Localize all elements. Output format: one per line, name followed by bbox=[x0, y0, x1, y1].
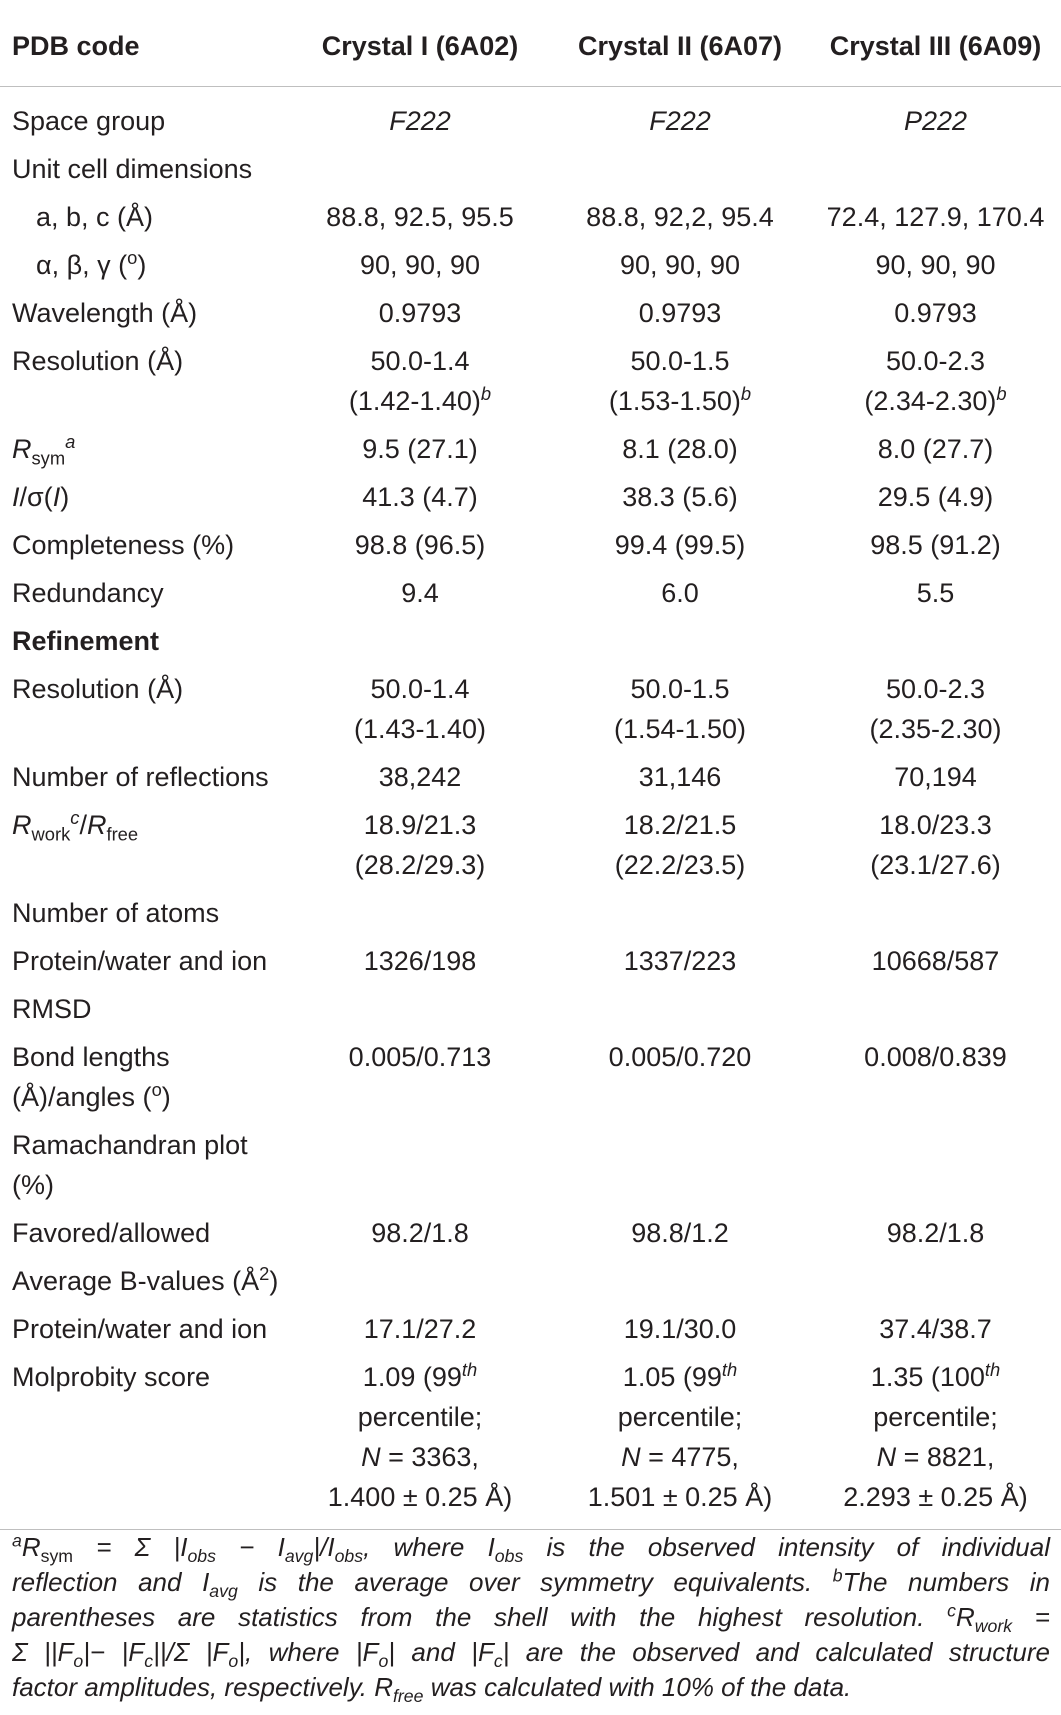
table-cell: 19.1/30.0 bbox=[623, 1314, 737, 1344]
table-cell: 98.8 (96.5) bbox=[354, 530, 486, 560]
row-label: Number of atoms bbox=[12, 898, 220, 928]
table-row bbox=[0, 522, 1061, 570]
table-cell: 38.3 (5.6) bbox=[622, 482, 738, 512]
table-cell: 1.09 (99th percentile; N = 3363, 1.400 ± 0.25 Å) bbox=[327, 1359, 513, 1512]
table-row bbox=[0, 1354, 1061, 1530]
table-cell: 90, 90, 90 bbox=[359, 250, 481, 280]
row-label: Resolution (Å) bbox=[12, 674, 184, 704]
table-cell: 8.1 (28.0) bbox=[622, 434, 738, 464]
row-label: Average B-values $(Å^2)$ bbox=[12, 1263, 279, 1296]
table-row bbox=[0, 1306, 1061, 1354]
table-row bbox=[0, 1034, 1061, 1122]
table-header-row bbox=[0, 18, 1061, 87]
column-header: Crystal III (6A09) bbox=[829, 31, 1042, 61]
table-cell: 1337/223 bbox=[623, 946, 737, 976]
table-cell: F222 bbox=[649, 106, 711, 136]
table-cell: 18.2/21.5 (22.2/23.5) bbox=[614, 810, 746, 880]
table-cell: 18.9/21.3 (28.2/29.3) bbox=[354, 810, 486, 880]
table-cell: 1.35 (100th percentile; N = 8821, 2.293 ± 0.25 Å) bbox=[843, 1359, 1028, 1512]
table-cell: 10668/587 bbox=[871, 946, 1000, 976]
section-heading-row bbox=[0, 618, 1061, 666]
table-cell: 29.5 (4.9) bbox=[877, 482, 994, 512]
table-cell: 72.4, 127.9, 170.4 bbox=[826, 202, 1045, 232]
table-row bbox=[0, 938, 1061, 986]
table-row bbox=[0, 474, 1061, 522]
row-label: Resolution (Å) bbox=[12, 346, 184, 376]
table-row bbox=[0, 1258, 1061, 1306]
table-row bbox=[0, 290, 1061, 338]
table-row bbox=[0, 426, 1061, 474]
table-row bbox=[0, 87, 1061, 147]
row-label: Bond lengths (Å)/angles ($^o$) bbox=[12, 1042, 171, 1112]
table-cell: 50.0-2.3 (2.35-2.30) bbox=[869, 674, 1002, 744]
table-cell: 88.8, 92.5, 95.5 bbox=[326, 202, 514, 232]
table-row bbox=[0, 570, 1061, 618]
table-cell: 98.8/1.2 bbox=[631, 1218, 729, 1248]
table-cell: 0.9793 bbox=[894, 298, 977, 328]
table-cell: 98.2/1.8 bbox=[371, 1218, 469, 1248]
table-cell: P222 bbox=[903, 106, 968, 136]
table-cell: 5.5 bbox=[916, 578, 955, 608]
table-row bbox=[0, 194, 1061, 242]
table-row bbox=[0, 986, 1061, 1034]
table-cell: 0.9793 bbox=[638, 298, 722, 328]
table-cell: 50.0-1.4 (1.43-1.40) bbox=[353, 674, 487, 744]
table-cell: 50.0-1.5 (1.54-1.50) bbox=[613, 674, 747, 744]
table-cell: 41.3 (4.7) bbox=[362, 482, 478, 512]
table-cell: 70,194 bbox=[894, 762, 977, 792]
section-heading: Refinement bbox=[12, 626, 160, 656]
table-cell: 0.008/0.839 bbox=[864, 1042, 1007, 1072]
table-cell: 88.8, 92,2, 95.4 bbox=[586, 202, 774, 232]
row-label: a, b, c (Å) bbox=[36, 202, 154, 232]
row-label: Ramachandran plot (%) bbox=[12, 1130, 248, 1200]
table-cell: 90, 90, 90 bbox=[875, 250, 996, 280]
row-label: Number of reflections bbox=[12, 762, 269, 792]
table-row bbox=[0, 666, 1061, 754]
table-row bbox=[0, 146, 1061, 194]
table-cell: 1326/198 bbox=[363, 946, 477, 976]
table-row bbox=[0, 1122, 1061, 1210]
row-label: $R_{sym}^a$ bbox=[12, 431, 76, 469]
column-header: Crystal I (6A02) bbox=[321, 31, 519, 61]
table-footnote: $^aR_{sym} = \Sigma$ $|I_{obs} - I_{avg}|/I_{obs}$, where $I_{obs}$ is the observed intensity of individual reflection and $I_{avg}$ is the average over symmetry equivalents. $^b$The numbers in parentheses are statistics from the shell with the highest resolution. $^cR_{work}$ = Σ $||F_o|- |F_c||/\Sigma$ $|F_o|$, where $|F_o|$ and $|F_c|$ are the observed and calculated structure factor amplitudes, respectively. $R_{free}$ was calculated with 10% of the data. bbox=[12, 1530, 1050, 1707]
table-row bbox=[0, 802, 1061, 890]
table-cell: 37.4/38.7 bbox=[879, 1314, 992, 1344]
table-cell: 38,242 bbox=[378, 762, 462, 792]
table-cell: 50.0-1.5 $(1.53-1.50)^b$ bbox=[608, 346, 752, 416]
table-cell: 0.9793 bbox=[378, 298, 462, 328]
table-cell: 9.5 (27.1) bbox=[362, 434, 478, 464]
table-row bbox=[0, 242, 1061, 290]
row-label: Protein/water and ion bbox=[12, 946, 268, 976]
table-cell: 18.0/23.3 (23.1/27.6) bbox=[870, 810, 1001, 880]
table-cell: 50.0-1.4 $(1.42-1.40)^b$ bbox=[348, 346, 492, 416]
table-cell: 50.0-2.3 $(2.34-2.30)^b$ bbox=[864, 346, 1007, 416]
row-label: α, β, γ ($^o$) bbox=[36, 247, 147, 280]
data-collection-refinement-table bbox=[0, 18, 1061, 1530]
row-label: $R_{work}^c/R_{free}$ bbox=[12, 807, 139, 845]
table-cell: 98.2/1.8 bbox=[886, 1218, 985, 1248]
table-cell: 31,146 bbox=[638, 762, 722, 792]
table-row bbox=[0, 1210, 1061, 1258]
table-cell: F222 bbox=[389, 106, 451, 136]
row-label: Completeness (%) bbox=[12, 530, 235, 560]
table-row bbox=[0, 890, 1061, 938]
row-label: Wavelength (Å) bbox=[12, 298, 198, 328]
table-cell: 8.0 (27.7) bbox=[877, 434, 994, 464]
table-cell: 1.05 (99th percentile; N = 4775, 1.501 ± 0.25 Å) bbox=[587, 1359, 773, 1512]
table-cell: 9.4 bbox=[401, 578, 439, 608]
row-label: Favored/allowed bbox=[12, 1218, 211, 1248]
row-label: Unit cell dimensions bbox=[12, 154, 253, 184]
row-label: RMSD bbox=[12, 994, 92, 1024]
table-cell: 17.1/27.2 bbox=[363, 1314, 477, 1344]
table-row bbox=[0, 338, 1061, 426]
table-cell: 0.005/0.720 bbox=[608, 1042, 752, 1072]
row-label: I/σ(I) bbox=[12, 482, 70, 512]
table-row bbox=[0, 754, 1061, 802]
row-label: Space group bbox=[12, 106, 166, 136]
table-cell: 90, 90, 90 bbox=[619, 250, 741, 280]
row-label: Redundancy bbox=[12, 578, 164, 608]
column-header: PDB code bbox=[12, 31, 140, 61]
table-cell: 98.5 (91.2) bbox=[870, 530, 1001, 560]
table-cell: 0.005/0.713 bbox=[348, 1042, 492, 1072]
table-cell: 6.0 bbox=[661, 578, 699, 608]
row-label: Protein/water and ion bbox=[12, 1314, 268, 1344]
column-header: Crystal II (6A07) bbox=[577, 31, 783, 61]
row-label: Molprobity score bbox=[12, 1362, 211, 1392]
table-cell: 99.4 (99.5) bbox=[614, 530, 746, 560]
